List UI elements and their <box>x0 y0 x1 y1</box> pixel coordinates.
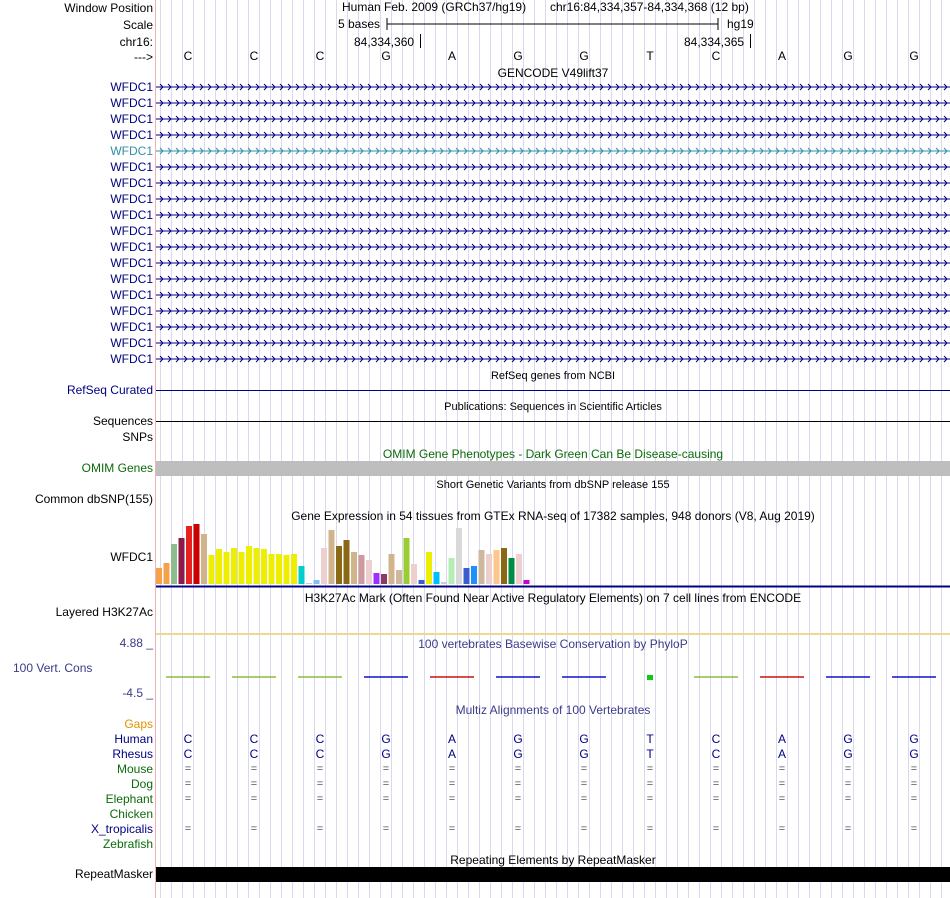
gencode-transcript-label[interactable]: WFDC1 <box>110 160 153 174</box>
gtex-bar[interactable] <box>396 570 402 584</box>
multiz-base: = <box>910 763 918 775</box>
multiz-species-row <box>156 747 950 761</box>
multiz-species-label[interactable]: Mouse <box>116 762 153 776</box>
multiz-base: G <box>843 747 853 761</box>
gtex-bar[interactable] <box>389 554 395 584</box>
gencode-transcript-line[interactable] <box>156 83 950 91</box>
gtex-bar[interactable] <box>456 528 462 584</box>
gtex-bar[interactable] <box>381 574 387 584</box>
gtex-bar[interactable] <box>224 552 230 584</box>
multiz-base: = <box>448 778 456 790</box>
gtex-bar-chart[interactable] <box>156 520 950 588</box>
multiz-species-row <box>156 777 950 791</box>
sequence-base: G <box>513 49 523 63</box>
gencode-transcript-label[interactable]: WFDC1 <box>110 336 153 350</box>
gencode-transcript-label[interactable]: WFDC1 <box>110 272 153 286</box>
multiz-species-row <box>156 807 950 821</box>
gencode-title: GENCODE V49lift37 <box>497 66 609 80</box>
multiz-base: = <box>250 778 258 790</box>
gencode-transcript-label[interactable]: WFDC1 <box>110 304 153 318</box>
gencode-transcript-label[interactable]: WFDC1 <box>110 128 153 142</box>
gtex-bar[interactable] <box>269 554 275 584</box>
multiz-base: = <box>910 823 918 835</box>
multiz-species-row <box>156 762 950 776</box>
gtex-title: Gene Expression in 54 tissues from GTEx RNA-seq of 17382 samples, 948 donors (V8, Aug 2019) <box>291 509 815 523</box>
gencode-transcript-line[interactable] <box>156 227 950 235</box>
gtex-bar[interactable] <box>156 568 162 584</box>
omim-label[interactable]: OMIM Genes <box>81 461 153 475</box>
gencode-transcript-label[interactable]: WFDC1 <box>110 352 153 366</box>
multiz-base: A <box>777 747 786 761</box>
multiz-base: = <box>712 778 720 790</box>
assembly-text: Human Feb. 2009 (GRCh37/hg19) <box>342 0 527 14</box>
gtex-bar[interactable] <box>186 526 192 584</box>
gencode-transcript-line[interactable] <box>156 163 950 171</box>
gtex-bar[interactable] <box>366 560 372 584</box>
gencode-transcript-label[interactable]: WFDC1 <box>110 192 153 206</box>
gtex-bar[interactable] <box>329 530 335 584</box>
gtex-bar[interactable] <box>344 540 350 584</box>
multiz-base: = <box>844 793 852 805</box>
multiz-base: = <box>910 793 918 805</box>
gtex-bar[interactable] <box>216 549 222 584</box>
multiz-base: = <box>580 778 588 790</box>
gencode-transcript-line[interactable] <box>156 147 950 155</box>
gencode-transcript-line[interactable] <box>156 259 950 267</box>
multiz-base: = <box>448 763 456 775</box>
gtex-bar[interactable] <box>359 555 365 584</box>
multiz-base: G <box>909 732 919 746</box>
gencode-transcript-label[interactable]: WFDC1 <box>110 320 153 334</box>
sequence-base: A <box>447 49 456 63</box>
multiz-base: A <box>777 732 786 746</box>
cons-signal[interactable] <box>156 670 950 684</box>
publications-label[interactable]: Sequences <box>92 414 153 428</box>
multiz-base: = <box>316 823 324 835</box>
scale-text: 5 bases <box>338 17 381 31</box>
strand-label: ---> <box>134 50 153 64</box>
multiz-base: C <box>711 732 721 746</box>
gtex-bar[interactable] <box>351 552 357 584</box>
gtex-bar[interactable] <box>321 548 327 584</box>
multiz-species-label[interactable]: Rhesus <box>112 747 153 761</box>
multiz-base: G <box>513 732 523 746</box>
multiz-species-label[interactable]: Elephant <box>105 792 153 806</box>
multiz-base: C <box>183 732 193 746</box>
multiz-base: C <box>249 732 259 746</box>
multiz-base: = <box>250 793 258 805</box>
multiz-title: Multiz Alignments of 100 Vertebrates <box>455 703 651 717</box>
sequence-base: C <box>183 49 193 63</box>
multiz-species-label[interactable]: X_tropicalis <box>90 822 153 836</box>
gencode-transcript-label[interactable]: WFDC1 <box>110 96 153 110</box>
sequence-base: T <box>646 49 654 63</box>
gtex-bar[interactable] <box>411 564 417 584</box>
sequence-base: G <box>909 49 919 63</box>
gencode-transcript-label[interactable]: WFDC1 <box>110 240 153 254</box>
gtex-bar[interactable] <box>336 546 342 584</box>
gtex-bar[interactable] <box>284 555 290 584</box>
coord-right: 84,334,365 <box>684 35 745 49</box>
scale-bar <box>386 17 722 31</box>
multiz-species-row <box>156 837 950 851</box>
gtex-bar[interactable] <box>441 582 447 584</box>
multiz-base: = <box>712 793 720 805</box>
gtex-bar[interactable] <box>509 558 515 584</box>
multiz-base: = <box>316 778 324 790</box>
sequence-base: C <box>315 49 325 63</box>
multiz-base: = <box>646 793 654 805</box>
gtex-bar[interactable] <box>434 572 440 584</box>
omim-bar[interactable] <box>156 461 950 476</box>
multiz-base: = <box>184 823 192 835</box>
gtex-bar[interactable] <box>419 580 425 584</box>
gtex-bar[interactable] <box>486 554 492 584</box>
chrom-label: chr16: <box>119 35 153 49</box>
cons-ymax: 4.88 _ <box>119 636 153 650</box>
gencode-transcript-line[interactable] <box>156 307 950 315</box>
gtex-bar[interactable] <box>314 580 320 584</box>
gencode-transcript-line[interactable] <box>156 339 950 347</box>
gencode-transcript-line[interactable] <box>156 99 950 107</box>
dbsnp-label[interactable]: Common dbSNP(155) <box>34 492 153 506</box>
multiz-base: C <box>315 747 325 761</box>
multiz-base: = <box>646 823 654 835</box>
multiz-base: G <box>381 747 391 761</box>
refseq-label[interactable]: RefSeq Curated <box>66 383 153 397</box>
multiz-base: = <box>184 763 192 775</box>
multiz-species-row <box>156 732 950 746</box>
gencode-transcript-line[interactable] <box>156 115 950 123</box>
gtex-bar[interactable] <box>471 566 477 584</box>
sequence-base: G <box>381 49 391 63</box>
coord-left-tick <box>420 34 421 48</box>
multiz-base: C <box>711 747 721 761</box>
h3k27ac-signal[interactable] <box>156 633 950 635</box>
gtex-bar[interactable] <box>449 558 455 584</box>
dbsnp-title: Short Genetic Variants from dbSNP release 155 <box>436 479 670 491</box>
multiz-base: = <box>580 763 588 775</box>
gencode-transcript-line[interactable] <box>156 131 950 139</box>
gencode-transcript-line[interactable] <box>156 323 950 331</box>
scale-label: Scale <box>122 18 153 32</box>
multiz-base: = <box>382 778 390 790</box>
h3k27ac-title: H3K27Ac Mark (Often Found Near Active Regulatory Elements) on 7 cell lines from ENCODE <box>304 591 802 605</box>
multiz-species-label[interactable]: Human <box>114 732 153 746</box>
multiz-base: = <box>712 763 720 775</box>
gencode-transcript-label[interactable]: WFDC1 <box>110 224 153 238</box>
multiz-base: G <box>843 732 853 746</box>
multiz-base: = <box>316 793 324 805</box>
gtex-bar[interactable] <box>171 544 177 584</box>
gtex-bar[interactable] <box>479 550 485 584</box>
multiz-base: T <box>646 732 654 746</box>
coord-right-tick <box>750 34 751 48</box>
multiz-base: A <box>447 747 456 761</box>
db-text: hg19 <box>727 17 754 31</box>
multiz-base: = <box>514 778 522 790</box>
gaps-label[interactable]: Gaps <box>124 717 153 731</box>
repeatmasker-title: Repeating Elements by RepeatMasker <box>450 853 656 867</box>
publications-line[interactable] <box>156 421 950 422</box>
multiz-base: A <box>447 732 456 746</box>
gtex-bar[interactable] <box>291 554 297 584</box>
snps-label[interactable]: SNPs <box>122 430 153 444</box>
gtex-bar[interactable] <box>299 566 305 584</box>
gtex-bar[interactable] <box>194 524 200 584</box>
omim-title: OMIM Gene Phenotypes - Dark Green Can Be Disease-causing <box>382 447 724 461</box>
gtex-bar[interactable] <box>164 563 170 584</box>
multiz-base: G <box>579 732 589 746</box>
multiz-base: = <box>448 793 456 805</box>
gtex-bar[interactable] <box>254 548 260 584</box>
refseq-line[interactable] <box>156 390 950 391</box>
gencode-transcript-line[interactable] <box>156 355 950 363</box>
multiz-base: C <box>315 732 325 746</box>
multiz-species-row <box>156 822 950 836</box>
multiz-base: = <box>250 763 258 775</box>
gtex-bar[interactable] <box>464 568 470 584</box>
multiz-base: = <box>646 763 654 775</box>
gencode-transcript-line[interactable] <box>156 211 950 219</box>
sequence-base: G <box>843 49 853 63</box>
publications-title: Publications: Sequences in Scientific Articles <box>444 401 662 413</box>
cons-mark[interactable] <box>647 675 653 680</box>
multiz-base: = <box>778 793 786 805</box>
sequence-row <box>156 49 950 63</box>
multiz-base: G <box>579 747 589 761</box>
multiz-base: = <box>910 778 918 790</box>
repeatmasker-label[interactable]: RepeatMasker <box>74 867 153 881</box>
gtex-bar[interactable] <box>426 552 432 584</box>
multiz-base: = <box>514 793 522 805</box>
gencode-transcript-label[interactable]: WFDC1 <box>110 256 153 270</box>
gencode-transcript-label[interactable]: WFDC1 <box>110 288 153 302</box>
gencode-transcript-label[interactable]: WFDC1 <box>110 112 153 126</box>
gtex-bar[interactable] <box>374 573 380 584</box>
coord-left: 84,334,360 <box>354 35 415 49</box>
multiz-species-label[interactable]: Chicken <box>109 807 153 821</box>
multiz-base: = <box>514 823 522 835</box>
multiz-base: = <box>778 778 786 790</box>
multiz-base: = <box>712 823 720 835</box>
multiz-base: = <box>778 763 786 775</box>
multiz-base: C <box>249 747 259 761</box>
multiz-base: = <box>316 763 324 775</box>
gtex-bar[interactable] <box>246 546 252 584</box>
multiz-species-label[interactable]: Zebrafish <box>102 837 153 851</box>
multiz-species-row <box>156 792 950 806</box>
multiz-base: = <box>580 793 588 805</box>
multiz-base: = <box>514 763 522 775</box>
gtex-label[interactable]: WFDC1 <box>110 550 153 564</box>
gtex-bar[interactable] <box>239 552 245 584</box>
multiz-base: = <box>382 763 390 775</box>
sequence-base: C <box>711 49 721 63</box>
sequence-base: G <box>579 49 589 63</box>
gtex-bar[interactable] <box>494 550 500 584</box>
gtex-bar[interactable] <box>201 534 207 584</box>
gencode-transcript-label[interactable]: WFDC1 <box>110 176 153 190</box>
position-text[interactable]: chr16:84,334,357-84,334,368 (12 bp) <box>550 0 749 14</box>
multiz-base: = <box>448 823 456 835</box>
multiz-base: = <box>382 823 390 835</box>
multiz-base: = <box>184 793 192 805</box>
multiz-base: G <box>909 747 919 761</box>
multiz-base: = <box>184 778 192 790</box>
gencode-transcript-label[interactable]: WFDC1 <box>110 208 153 222</box>
repeatmasker-bar[interactable] <box>156 867 950 882</box>
multiz-base: = <box>844 763 852 775</box>
gencode-transcript-line[interactable] <box>156 243 950 251</box>
multiz-base: = <box>778 823 786 835</box>
gtex-bar[interactable] <box>524 580 530 584</box>
gencode-transcript-line[interactable] <box>156 195 950 203</box>
multiz-base: C <box>183 747 193 761</box>
gtex-bar[interactable] <box>501 548 507 584</box>
multiz-base: = <box>250 823 258 835</box>
multiz-base: T <box>646 747 654 761</box>
gtex-bar[interactable] <box>404 538 410 584</box>
multiz-base: = <box>580 823 588 835</box>
sequence-base: C <box>249 49 259 63</box>
h3k27ac-label[interactable]: Layered H3K27Ac <box>55 605 153 619</box>
multiz-base: = <box>382 793 390 805</box>
refseq-title: RefSeq genes from NCBI <box>490 370 616 382</box>
gencode-transcript-line[interactable] <box>156 275 950 283</box>
gencode-transcript-label[interactable]: WFDC1 <box>110 144 153 158</box>
multiz-base: = <box>844 778 852 790</box>
gencode-transcript-label[interactable]: WFDC1 <box>110 80 153 94</box>
gtex-bar[interactable] <box>306 583 312 584</box>
cons-label[interactable]: 100 Vert. Cons <box>13 661 93 675</box>
sequence-base: A <box>777 49 786 63</box>
multiz-base: G <box>513 747 523 761</box>
window-position-label: Window Position <box>64 1 153 15</box>
gtex-bar[interactable] <box>276 554 282 584</box>
gtex-bar[interactable] <box>516 554 522 584</box>
cons-ymin: -4.5 _ <box>122 686 153 700</box>
gencode-transcript-line[interactable] <box>156 179 950 187</box>
gencode-transcript-line[interactable] <box>156 291 950 299</box>
multiz-base: = <box>646 778 654 790</box>
cons-title: 100 vertebrates Basewise Conservation by PhyloP <box>418 637 688 651</box>
gtex-bar[interactable] <box>209 555 215 584</box>
gtex-bar[interactable] <box>179 538 185 584</box>
multiz-base: = <box>844 823 852 835</box>
gtex-bar[interactable] <box>261 549 267 584</box>
multiz-species-label[interactable]: Dog <box>130 777 153 791</box>
multiz-base: G <box>381 732 391 746</box>
gtex-bar[interactable] <box>231 548 237 584</box>
